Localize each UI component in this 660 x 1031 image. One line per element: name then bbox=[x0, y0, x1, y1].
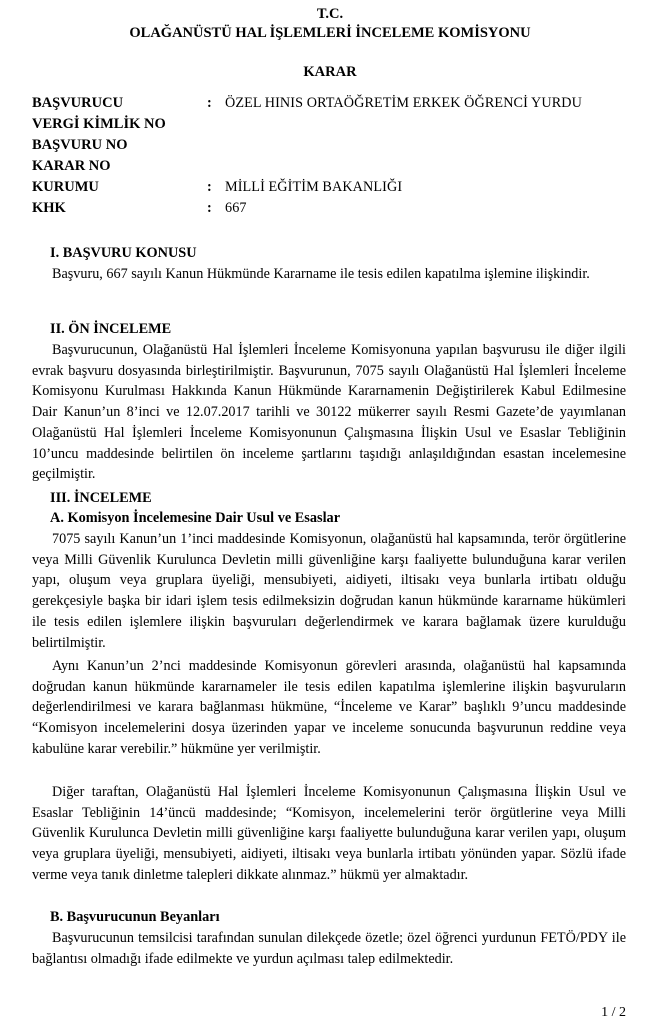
meta-label: KARAR NO bbox=[32, 158, 111, 174]
section-title-review: III. İNCELEME bbox=[50, 490, 152, 506]
section-title-application-subject: I. BAŞVURU KONUSU bbox=[50, 245, 197, 261]
meta-row-applicant bbox=[32, 95, 632, 115]
meta-label: VERGİ KİMLİK NO bbox=[32, 116, 166, 132]
subsection-title-procedure: A. Komisyon İncelemesine Dair Usul ve Esaslar bbox=[50, 510, 341, 526]
section-title-preliminary-review: II. ÖN İNCELEME bbox=[50, 321, 172, 337]
subsection-title-applicant-statements: B. Başvurucunun Beyanları bbox=[50, 909, 220, 925]
meta-row-decision-no bbox=[32, 158, 632, 178]
meta-row-tax-id bbox=[32, 116, 632, 136]
meta-colon: : bbox=[207, 200, 212, 216]
meta-row-institution bbox=[32, 179, 632, 199]
meta-label: KHK bbox=[32, 200, 66, 216]
paragraph: Başvurucunun temsilcisi tarafından sunulan dilekçede özetle; özel öğrenci yurdunun FETÖ/PDY ile bağlantısı olmadığı ifade edilmekte ve yurdun açılması talep edilmektedir. bbox=[32, 930, 626, 967]
paragraph: Başvuru, 667 sayılı Kanun Hükmünde Kararname ile tesis edilen kapatılma işlemine ilişkindir. bbox=[52, 266, 590, 282]
meta-row-application-no bbox=[32, 137, 632, 157]
page-number: 1 / 2 bbox=[601, 1005, 626, 1020]
header-commission: OLAĞANÜSTÜ HAL İŞLEMLERİ İNCELEME KOMİSYONU bbox=[129, 25, 531, 41]
header-org: T.C. bbox=[316, 6, 344, 22]
meta-value: 667 bbox=[225, 200, 247, 216]
meta-value: ÖZEL HINIS ORTAÖĞRETİM ERKEK ÖĞRENCİ YURDU bbox=[225, 95, 583, 111]
meta-value: MİLLİ EĞİTİM BAKANLIĞI bbox=[225, 179, 403, 195]
document-type: KARAR bbox=[303, 64, 357, 80]
paragraph: 7075 sayılı Kanun’un 1’inci maddesinde Komisyonun, olağanüstü hal kapsamında, terör örgütlerine veya Milli Güvenlik Kurulunca Devletin milli güvenliğine karşı faaliyette bulunduğuna karar verilen yapı, oluşum veya gruplara üyeliği, mensubiyeti, aidiyeti, iltisakı veya bunlarla irtibatı olduğu gerekçesiyle başka bir idari işlem tesis edilmeksizin doğrudan kanun hükmünde kararname hükümleri ile tesis edilen işlemlere ilişkin başvuruları değerlendirmek ve karara bağlamak üzere kurulduğu belirtilmiştir. bbox=[32, 531, 626, 651]
meta-row-khk bbox=[32, 200, 632, 220]
meta-colon: : bbox=[207, 179, 212, 195]
meta-label: BAŞVURUCU bbox=[32, 95, 124, 111]
paragraph: Başvurucunun, Olağanüstü Hal İşlemleri İnceleme Komisyonuna yapılan başvurusu ile diğer ilgili evrak başvuru dosyasında birleştirilmiştir. Başvurunun, 7075 sayılı Olağanüstü Hal İşlemleri İnceleme Komisyonu Kurulması Hakkında Kanun Hükmünde Kararnamenin Değiştirilerek Kabul Edilmesine Dair Kanun’un 8’inci ve 12.07.2017 tarihli ve 30122 mükerrer sayılı Resmi Gazete’de yayımlanan Olağanüstü Hal İşlemleri İnceleme Komisyonunun Çalışmasına İlişkin Usul ve Esaslar Tebliğinin 10’uncu maddesinde belirtilen ön inceleme şartlarını taşıdığı anlaşıldığından esastan incelemesine geçilmiştir. bbox=[32, 342, 626, 483]
paragraph: Aynı Kanun’un 2’nci maddesinde Komisyonun görevleri arasında, olağanüstü hal kapsamında doğrudan kanun hükmünde kararnameler ile tesis edilen kapatılma işlemlerine ilişkin başvuruların değerlendirilmesi ve karara bağlanması hükmüne, “İnceleme ve Karar” başlıklı 9’uncu maddesinde “Komisyon incelemelerini dosya üzerinden yapar ve inceleme sonucunda başvurunun reddine veya kabulüne karar verebilir.” hükmüne yer verilmiştir. bbox=[32, 658, 626, 757]
meta-label: BAŞVURU NO bbox=[32, 137, 128, 153]
meta-label: KURUMU bbox=[32, 179, 99, 195]
paragraph: Diğer taraftan, Olağanüstü Hal İşlemleri İnceleme Komisyonunun Çalışmasına İlişkin Usul ve Esaslar Tebliğinin 14’üncü maddesinde; “Komisyon, incelemelerini terör örgütlerine veya Milli Güvenlik Kurulunca Devletin milli güvenliğine karşı faaliyette bulunduğuna karar verilen yapı, oluşum veya gruplara üyeliği, mensubiyeti, aidiyeti, iltisakı veya bunlarla irtibatı yönünden yapar. Sözlü ifade verme veya tanık dinletme talepleri dikkate alınmaz.” hükmü yer almaktadır. bbox=[32, 784, 626, 883]
meta-colon: : bbox=[207, 95, 212, 111]
